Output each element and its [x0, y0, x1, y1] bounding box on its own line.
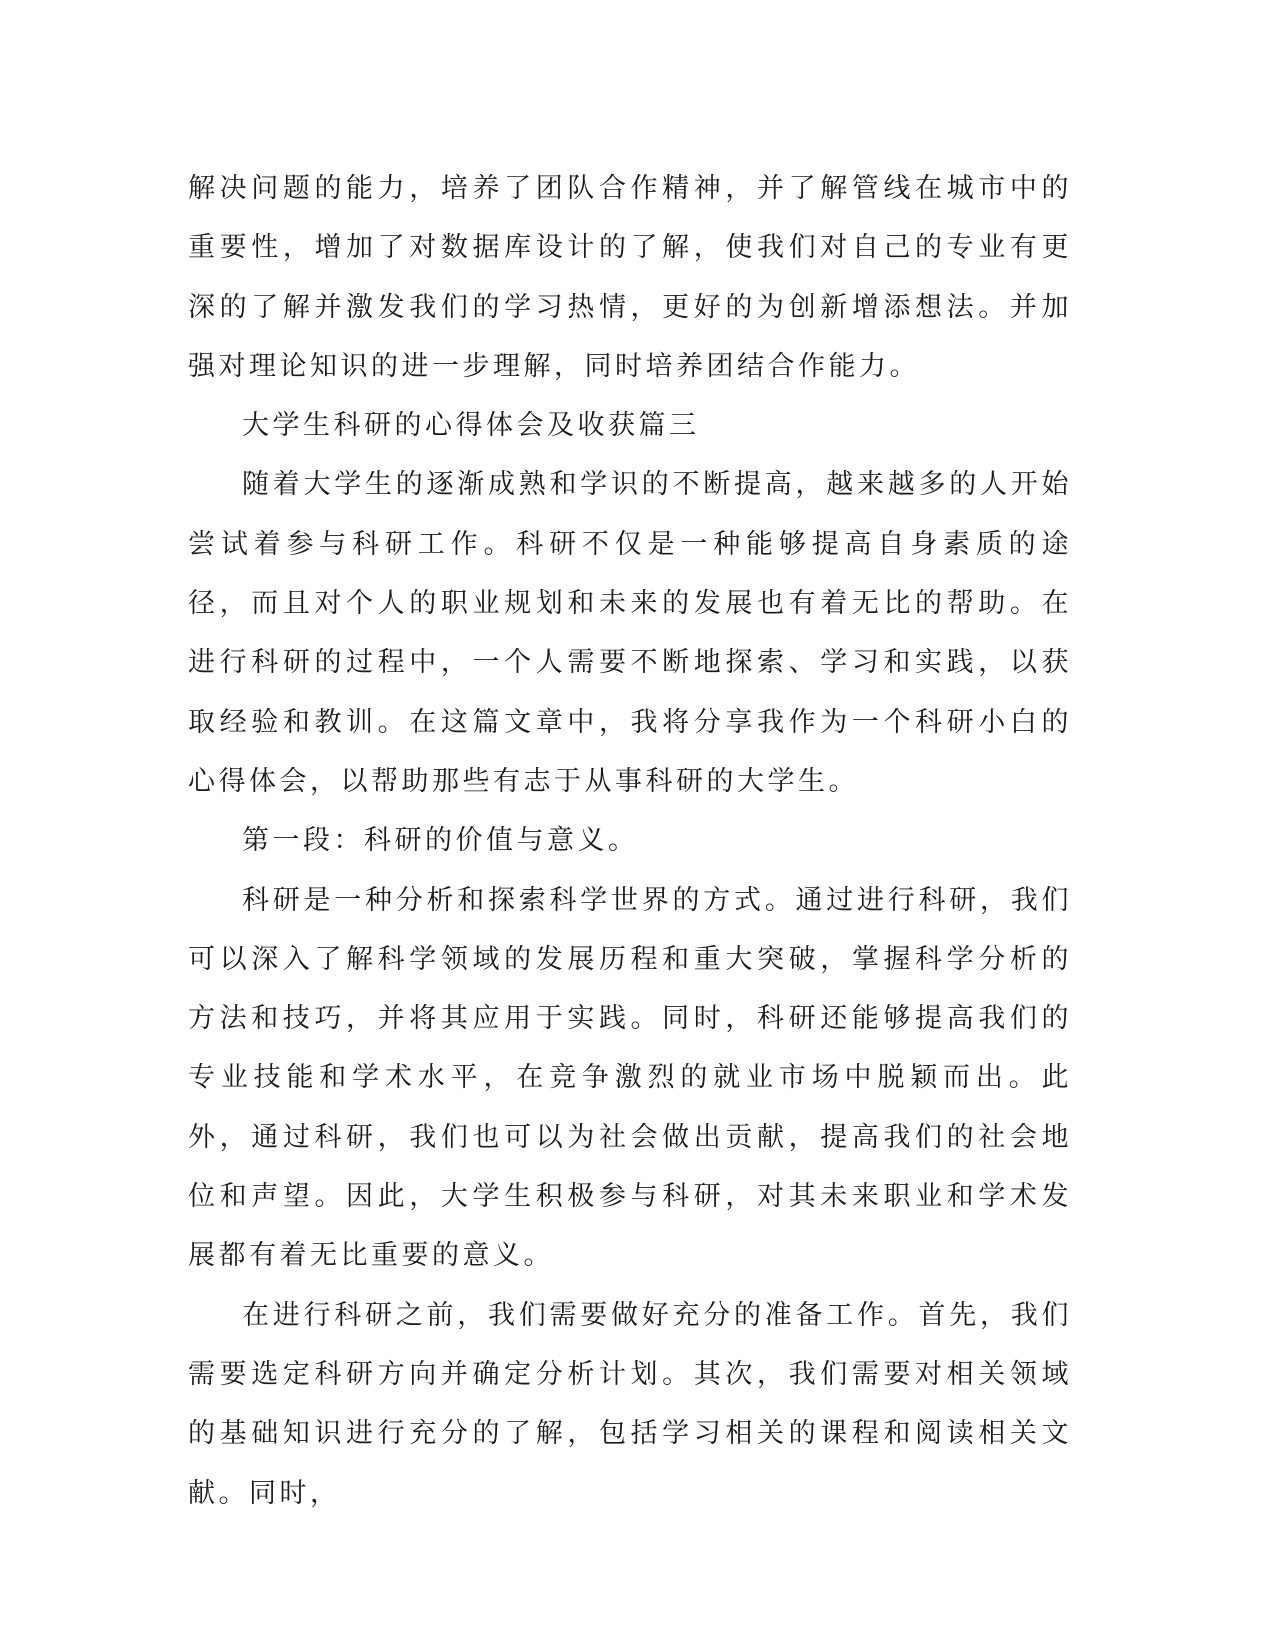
subsection-heading: 第一段：科研的价值与意义。	[242, 825, 639, 857]
paragraph-intro: 随着大学生的逐渐成熟和学识的不断提高，越来越多的人开始尝试着参与科研工作。科研不仅是一种能够提高自身素质的途径，而且对个人的职业规划和未来的发展也有着无比的帮助。在进行科研的过程中，一个人需要不断地探索、学习和实践，以获取经验和教训。在这篇文章中，我将分享我作为一个科研小白的心得体会，以帮助那些有志于从事科研的大学生。	[188, 469, 1072, 797]
document-body	[188, 159, 1072, 1523]
paragraph-continuation: 解决问题的能力，培养了团队合作精神，并了解管线在城市中的重要性，增加了对数据库设计的了解，使我们对自己的专业有更深的了解并激发我们的学习热情，更好的为创新增添想法。并加强对理论知识的进一步理解，同时培养团结合作能力。	[188, 173, 1072, 382]
paragraph-value: 科研是一种分析和探索科学世界的方式。通过进行科研，我们可以深入了解科学领域的发展历程和重大突破，掌握科学分析的方法和技巧，并将其应用于实践。同时，科研还能够提高我们的专业技能和学术水平，在竞争激烈的就业市场中脱颖而出。此外，通过科研，我们也可以为社会做出贡献，提高我们的社会地位和声望。因此，大学生积极参与科研，对其未来职业和学术发展都有着无比重要的意义。	[188, 884, 1072, 1272]
section-heading: 大学生科研的心得体会及收获篇三	[242, 410, 700, 442]
paragraph-preparation: 在进行科研之前，我们需要做好充分的准备工作。首先，我们需要选定科研方向并确定分析计划。其次，我们需要对相关领域的基础知识进行充分的了解，包括学习相关的课程和阅读相关文献。同时，	[188, 1299, 1072, 1509]
